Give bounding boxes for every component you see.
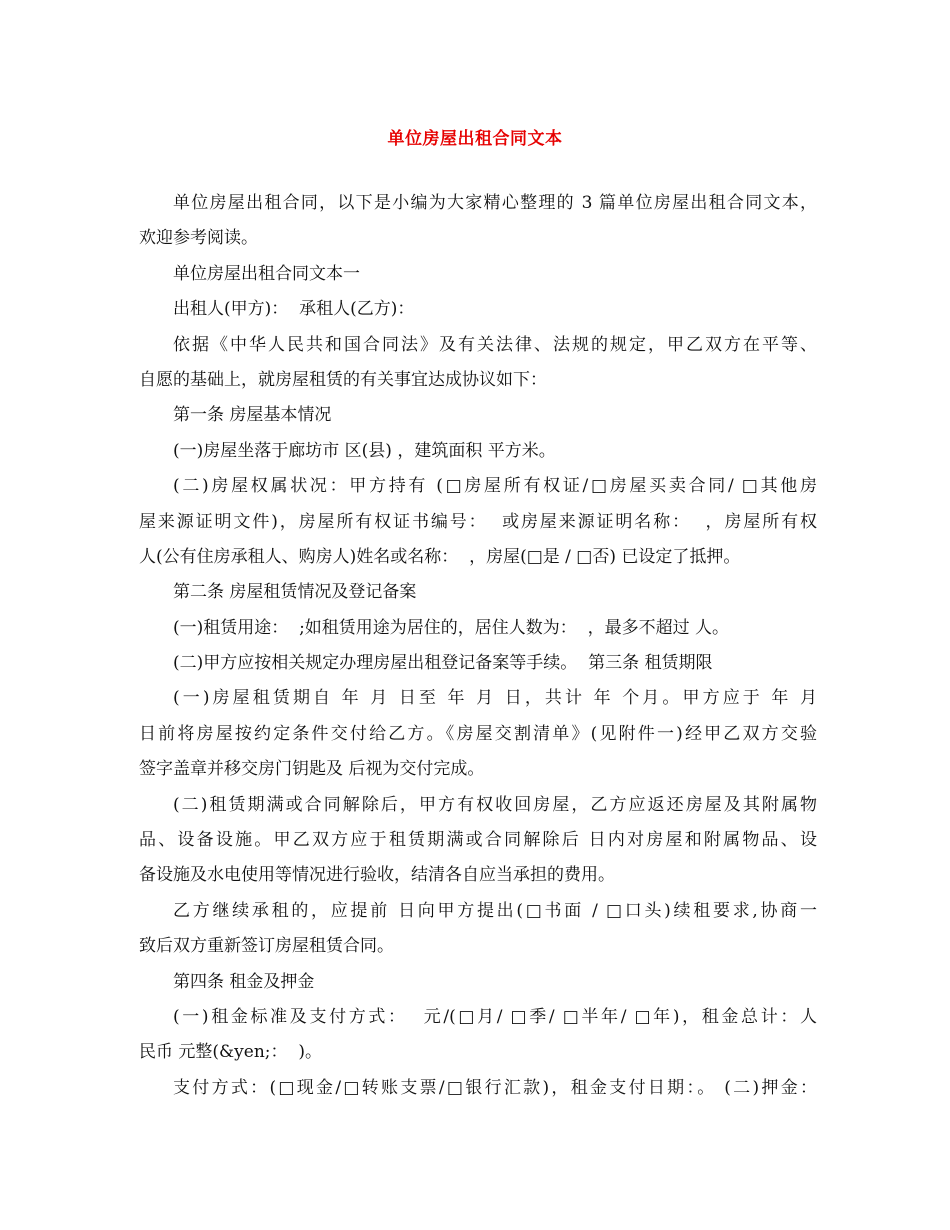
paragraph-line: 屋来源证明文件)，房屋所有权证书编号： 或房屋来源证明名称： ，房屋所有权 (139, 511, 817, 532)
document-body (139, 186, 817, 1106)
paragraph-line: 支付方式：(□现金/□转账支票/□银行汇款)，租金支付日期：。 (二)押金： (173, 1077, 817, 1098)
paragraph-line: 备设施及水电使用等情况进行验收，结清各自应当承担的费用。 (139, 865, 615, 886)
document-title: 单位房屋出租合同文本 (387, 129, 563, 149)
article-heading: 第二条 房屋租赁情况及登记备案 (173, 582, 417, 603)
paragraph-line: 出租人(甲方)： 承租人(乙方)： (173, 299, 415, 320)
paragraph-line: (二)房屋权属状况：甲方持有 (□房屋所有权证/□房屋买卖合同/ □其他房 (173, 476, 817, 497)
paragraph-line: (一)房屋坐落于廊坊市 区(县) ，建筑面积 平方米。 (173, 440, 556, 461)
article-heading: 第一条 房屋基本情况 (173, 405, 332, 426)
paragraph-line: 签字盖章并移交房门钥匙及 后视为交付完成。 (139, 759, 485, 780)
paragraph-line: (一)房屋租赁期自 年 月 日至 年 月 日，共计 年 个月。甲方应于 年 月 (173, 688, 817, 709)
paragraph-line: 乙方继续承租的，应提前 日向甲方提出(□书面 / □口头)续租要求,协商一 (173, 900, 817, 921)
paragraph-line: 依据《中华人民共和国合同法》及有关法律、法规的规定，甲乙双方在平等、 (173, 334, 817, 355)
paragraph-line: (一)租赁用途： ;如租赁用途为居住的，居住人数为： ，最多不超过 人。 (173, 617, 730, 638)
paragraph-line: 品、设备设施。甲乙双方应于租赁期满或合同解除后 日内对房屋和附属物品、设 (139, 830, 817, 851)
paragraph-line: 民币 元整(&yen;： )。 (139, 1042, 322, 1063)
paragraph-line: (二)甲方应按相关规定办理房屋出租登记备案等手续。 第三条 租赁期限 (173, 653, 713, 674)
paragraph-line: 日前将房屋按约定条件交付给乙方。《房屋交割清单》(见附件一)经甲乙双方交验 (139, 723, 817, 744)
article-heading: 第四条 租金及押金 (173, 971, 315, 992)
paragraph-line: 单位房屋出租合同，以下是小编为大家精心整理的 3 篇单位房屋出租合同文本， (173, 193, 817, 213)
section-heading: 单位房屋出租合同文本一 (173, 263, 360, 284)
paragraph-line: (二)租赁期满或合同解除后，甲方有权收回房屋，乙方应返还房屋及其附属物 (173, 794, 817, 815)
paragraph-line: 自愿的基础上，就房屋租赁的有关事宜达成协议如下： (139, 369, 547, 390)
paragraph-line: 欢迎参考阅读。 (139, 228, 258, 249)
paragraph-line: 致后双方重新签订房屋租赁合同。 (139, 936, 394, 957)
paragraph-line: (一)租金标准及支付方式： 元/(□月/ □季/ □半年/ □年)，租金总计：人 (173, 1006, 817, 1027)
paragraph-line: 人(公有住房承租人、购房人)姓名或名称： ，房屋(□是 / □否) 已设定了抵押。 (139, 546, 741, 567)
